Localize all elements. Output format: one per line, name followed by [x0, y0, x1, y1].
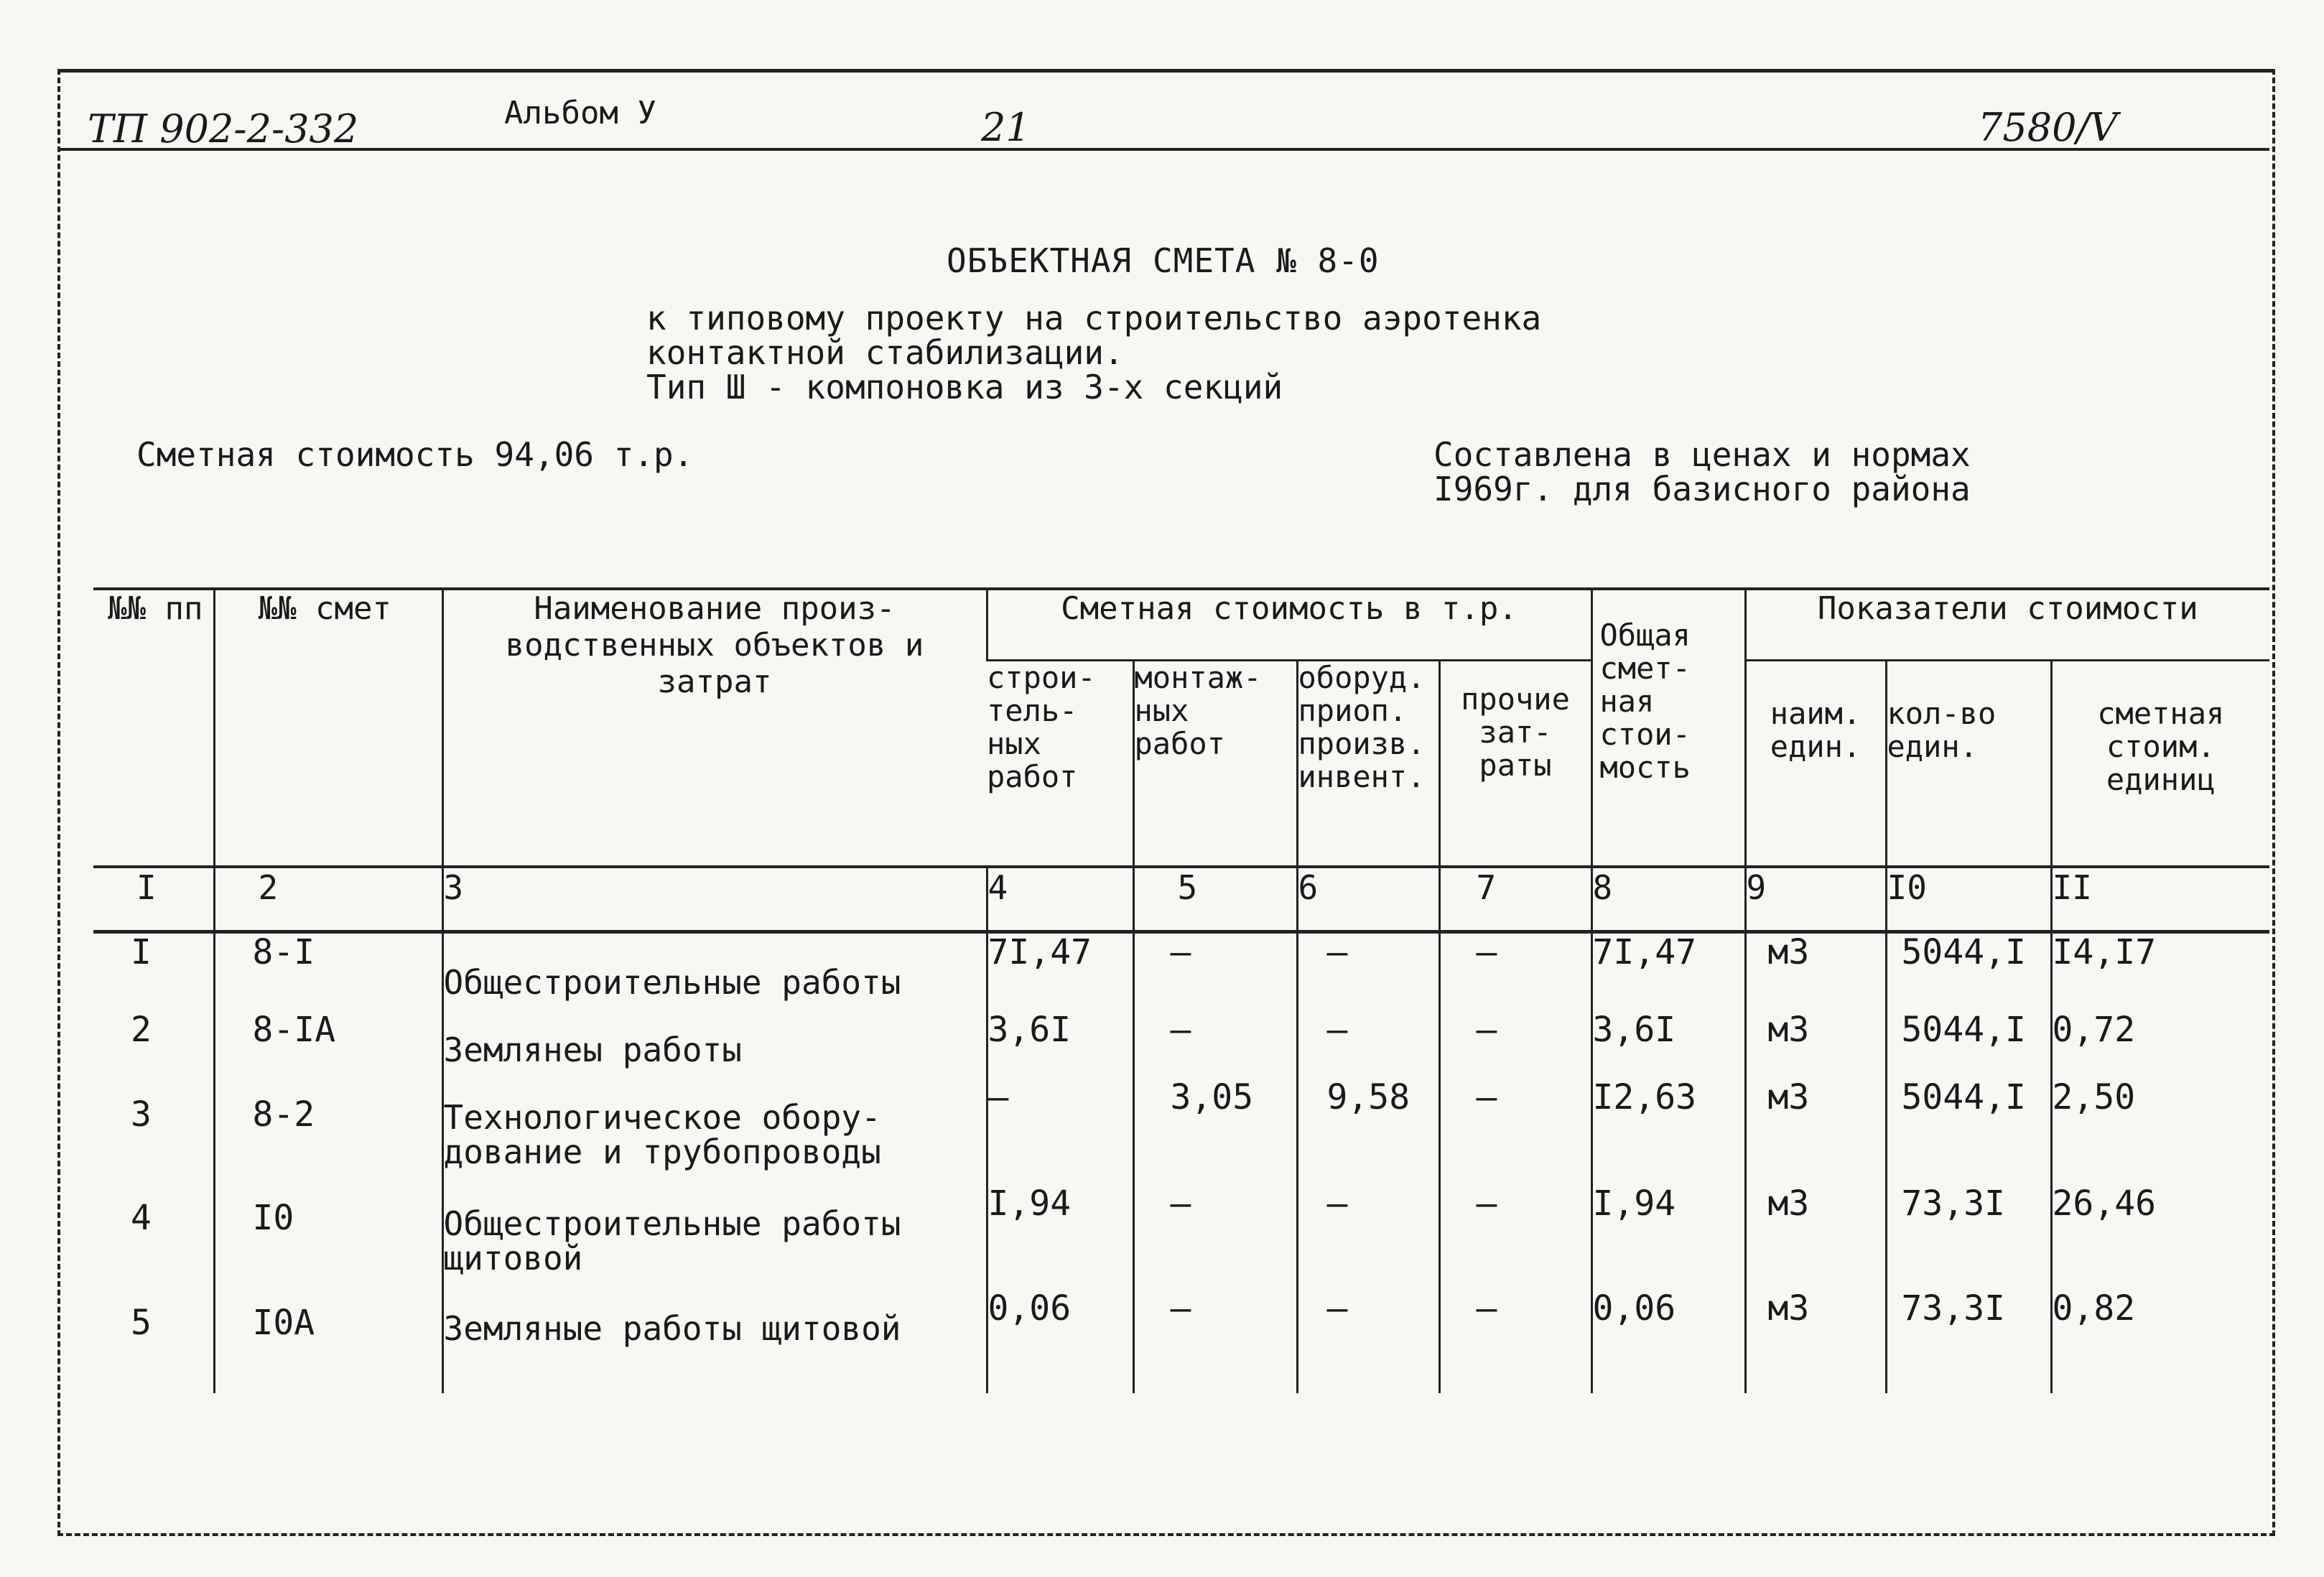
col-num: 6: [1297, 867, 1439, 932]
cell-equip: –: [1297, 932, 1439, 1011]
table-row: [93, 1011, 2269, 1079]
cell-pp: 5: [131, 1302, 152, 1343]
cell-build: –: [987, 1079, 1133, 1185]
cell-pp: 2: [131, 1009, 152, 1050]
cell-unit-cost: 0,82: [2051, 1290, 2269, 1393]
table-row: [93, 932, 2269, 1011]
col-num: 7: [1439, 867, 1591, 932]
header-divider: [57, 148, 2269, 151]
header-unit: наим. един.: [1745, 661, 1886, 867]
cell-unit: м3: [1745, 1290, 1886, 1393]
header-equip: оборуд. приоп. произв. инвент.: [1297, 661, 1439, 867]
cell-other: –: [1439, 1185, 1591, 1290]
cell-equip: 9,58: [1297, 1079, 1439, 1185]
col-num: 5: [1133, 867, 1297, 932]
album-label: Альбом У: [504, 95, 656, 131]
cell-unit-cost: 0,72: [2051, 1011, 2269, 1079]
header-mount: монтаж- ных работ: [1133, 661, 1297, 867]
cell-total: 7I,47: [1591, 932, 1745, 1011]
table-row: [93, 1079, 2269, 1185]
cell-build: 0,06: [987, 1290, 1133, 1393]
price-note-line-2: I969г. для базисного района: [1433, 470, 1971, 508]
cell-mount: –: [1133, 1185, 1297, 1290]
header-name: Наименование произ- водственных объектов и затрат: [442, 589, 987, 867]
cell-name: Общестроительные работы: [442, 932, 987, 1011]
col-num: 9: [1745, 867, 1886, 932]
column-number-row: [93, 867, 2269, 932]
archive-number: 7580/V: [1978, 105, 2118, 150]
cell-total: I,94: [1591, 1185, 1745, 1290]
cell-pp: 3: [131, 1094, 152, 1135]
cell-unit: м3: [1745, 1185, 1886, 1290]
cell-total: I2,63: [1591, 1079, 1745, 1185]
title-line-1: к типовому проекту на строительство аэротенка: [646, 299, 1542, 338]
cell-qty: 5044,I: [1886, 1011, 2051, 1079]
cell-pp: I: [131, 932, 152, 972]
cell-name: Общестроительные работы щитовой: [442, 1185, 987, 1290]
col-num: 2: [214, 867, 442, 932]
cell-mount: 3,05: [1133, 1079, 1297, 1185]
cell-smet: 8-2: [214, 1079, 442, 1185]
price-note-line-1: Составлена в ценах и нормах: [1433, 435, 1971, 474]
page-number: 21: [981, 105, 1031, 150]
cell-name: Землянеы работы: [442, 1011, 987, 1079]
cell-unit: м3: [1745, 932, 1886, 1011]
cell-smet: I0: [214, 1185, 442, 1290]
col-num: 3: [442, 867, 987, 932]
cell-other: –: [1439, 1011, 1591, 1079]
col-num: 8: [1591, 867, 1745, 932]
cell-equip: –: [1297, 1011, 1439, 1079]
cell-qty: 73,3I: [1886, 1185, 2051, 1290]
col-num: II: [2051, 867, 2269, 932]
cell-equip: –: [1297, 1185, 1439, 1290]
estimated-cost: Сметная стоимость 94,06 т.р.: [136, 435, 694, 474]
cell-name: Земляные работы щитовой: [442, 1290, 987, 1393]
cell-other: –: [1439, 1290, 1591, 1393]
project-code: ТП 902-2-332: [88, 106, 359, 152]
cell-unit-cost: 2,50: [2051, 1079, 2269, 1185]
cell-build: I,94: [987, 1185, 1133, 1290]
cell-other: –: [1439, 1079, 1591, 1185]
cell-unit-cost: I4,I7: [2051, 932, 2269, 1011]
cell-qty: 73,3I: [1886, 1290, 2051, 1393]
estimate-table: [93, 587, 2269, 1393]
cell-mount: –: [1133, 1011, 1297, 1079]
header-pp: №№ пп: [93, 589, 214, 867]
cell-smet: 8-I: [214, 932, 442, 1011]
header-smet: №№ смет: [214, 589, 442, 867]
table-row: [93, 1290, 2269, 1393]
col-num: I: [93, 867, 214, 932]
header-build: строи- тель- ных работ: [987, 661, 1133, 867]
cell-other: –: [1439, 932, 1591, 1011]
table-row: [93, 1185, 2269, 1290]
header-group-indicators: Показатели стоимости: [1745, 589, 2269, 661]
cell-build: 3,6I: [987, 1011, 1133, 1079]
title-line-3: Тип Ш - компоновка из 3-х секций: [646, 368, 1283, 406]
cell-name: Технологическое обору- дование и трубопроводы: [442, 1079, 987, 1185]
cell-equip: –: [1297, 1290, 1439, 1393]
header-total: Общая смет- ная стои- мость: [1591, 589, 1745, 867]
header-qty: кол-во един.: [1886, 661, 2051, 867]
header-group-cost: Сметная стоимость в т.р.: [987, 589, 1591, 661]
cell-qty: 5044,I: [1886, 1079, 2051, 1185]
cell-unit-cost: 26,46: [2051, 1185, 2269, 1290]
cell-qty: 5044,I: [1886, 932, 2051, 1011]
col-num: 4: [987, 867, 1133, 932]
col-num: I0: [1886, 867, 2051, 932]
cell-mount: –: [1133, 932, 1297, 1011]
cell-mount: –: [1133, 1290, 1297, 1393]
cell-unit: м3: [1745, 1011, 1886, 1079]
cell-smet: 8-IA: [214, 1011, 442, 1079]
cell-build: 7I,47: [987, 932, 1133, 1011]
title-line-2: контактной стабилизации.: [646, 333, 1124, 372]
cell-unit: м3: [1745, 1079, 1886, 1185]
cell-total: 3,6I: [1591, 1011, 1745, 1079]
cell-pp: 4: [131, 1197, 152, 1238]
header-unit-cost: сметная стоим. единиц: [2051, 661, 2269, 867]
cell-smet: I0A: [214, 1290, 442, 1393]
estimate-title: ОБЪЕКТНАЯ СМЕТА № 8-0: [947, 241, 1380, 280]
header-other: прочие зат- раты: [1439, 661, 1591, 867]
cell-total: 0,06: [1591, 1290, 1745, 1393]
